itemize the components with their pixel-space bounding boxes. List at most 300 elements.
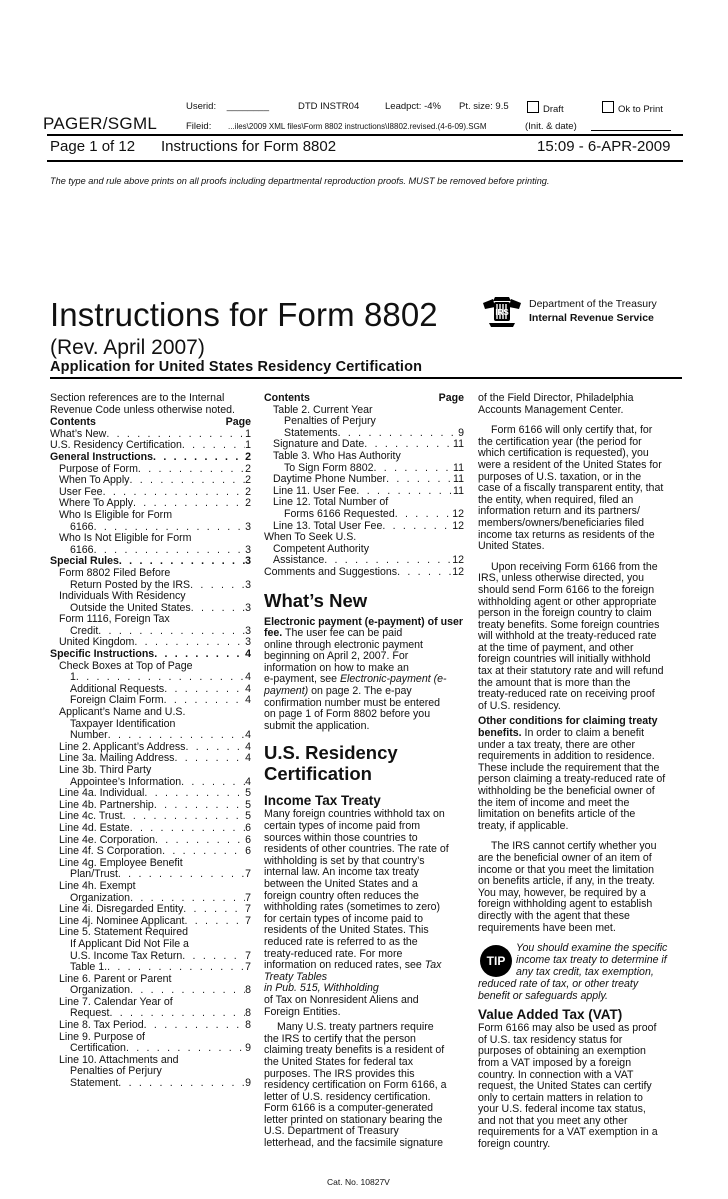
toc-entry-label: 1 (70, 671, 76, 684)
irs-eagle-logo-icon (481, 293, 523, 329)
income-line: Many foreign countries withhold tax on (264, 808, 445, 821)
toc-entry-label: Table 3. Who Has Authority (273, 449, 401, 462)
para-line: Form 6166 will only certify that, for (491, 424, 653, 437)
svg-text:IRS: IRS (495, 308, 509, 317)
toc-entry-page: 1 (245, 439, 251, 452)
epay-paragraph (264, 617, 464, 733)
epay-line: beginning on April 2, 2007. For (264, 650, 409, 663)
para-line: income tax returns as residents of the (478, 528, 655, 541)
income-line: foreign country often reduces the (264, 889, 419, 902)
toc-entry-page: 2 (245, 462, 251, 475)
toc-entry-label: Form 1116, Foreign Tax (59, 613, 170, 626)
toc-entry-page: 4 (245, 648, 251, 661)
page-heading: Page (225, 416, 251, 429)
toc-entry-label: Line 4d. Estate (59, 821, 130, 834)
toc-entry-label: Line 7. Calendar Year of (59, 995, 173, 1008)
toc-entry-label: Signature and Date (273, 438, 365, 451)
us-residency-heading-2: Certification (264, 763, 372, 785)
epay-line: information on how to make an (264, 661, 409, 674)
toc-entry-label: When To Seek U.S. (264, 531, 357, 544)
toc-entry-label: Form 8802 Filed Before (59, 566, 171, 579)
proof-doc-name: Instructions for Form 8802 (161, 138, 337, 155)
toc-entry-label: Line 4i. Disregarded Entity (59, 903, 184, 916)
toc-entry-page: 9 (245, 1042, 251, 1055)
us-residency-heading-1: U.S. Residency (264, 742, 398, 764)
page-subtitle: Application for United States Residency Certification (50, 359, 423, 375)
toc-entry[interactable] (264, 532, 464, 544)
income-line: sources within those countries to (264, 831, 418, 844)
para-line: purposes. The IRS provides this (264, 1067, 415, 1080)
toc-entry[interactable] (50, 510, 251, 522)
para-line: letter of U.S. residency certification. (264, 1090, 431, 1103)
income-tail: in Pub. 515, Withholding (264, 982, 379, 995)
vat-paragraph (478, 1023, 684, 1151)
toc-entry-page: 3 (245, 555, 251, 568)
para-line: tax at their statutory rate and will refund (478, 665, 664, 678)
para-line: limitation on benefits article of the (478, 808, 636, 821)
income-tail: Foreign Entities. (264, 1005, 341, 1018)
toc-entry-label: Purpose of Form (59, 462, 138, 475)
toc-entry-page: 7 (245, 961, 251, 974)
ok-to-print-option[interactable] (602, 101, 663, 116)
toc-entry-page: 3 (245, 624, 251, 637)
toc-entry-label: Individuals With Residency (59, 590, 186, 603)
toc-entry-label: Penalties of Perjury (284, 415, 376, 428)
para-line: person in the foreign country to claim (478, 607, 652, 620)
other-conditions-body (478, 740, 684, 833)
toc-entry-label: Line 4g. Employee Benefit (59, 856, 183, 869)
toc-entry-page: 7 (245, 891, 251, 904)
tip-label: TIP (486, 954, 506, 969)
toc-entry-label: Outside the United States (70, 601, 191, 614)
intro-line: Section references are to the Internal (50, 392, 225, 404)
toc-entry-label: Credit (70, 624, 99, 637)
toc-entry-page: 8 (245, 984, 251, 997)
toc-entry-label: Line 11. User Fee (273, 484, 357, 497)
para-line: your U.S. federal income tax status, (478, 1103, 646, 1116)
income-line: internal law. An income tax treaty (264, 866, 419, 879)
para-line: withholding be the beneficial owner of (478, 785, 655, 797)
income-tax-treaty-heading: Income Tax Treaty (264, 793, 381, 809)
toc-entry-label: 6166 (70, 543, 94, 556)
toc-entry-label: Organization (70, 984, 131, 997)
para-line: treaty benefits. Some foreign countries (478, 618, 660, 631)
toc-entry-label: Line 4h. Exempt (59, 879, 136, 892)
para-line: treaty-reduced rate on receiving proof (478, 688, 655, 701)
para-line: claiming treaty benefits is a resident of (264, 1044, 445, 1057)
toc-entry[interactable] (50, 452, 251, 464)
toc-leader-dots (153, 452, 245, 464)
epay-italic: Electronic-payment (e-payment) (264, 673, 447, 698)
para-line: request, the United States can certify (478, 1080, 652, 1093)
toc-entry-label: Statement (70, 1077, 119, 1090)
fileid-value: ...iles\2009 XML files\Form 8802 instructions\I8802.revised.(4-6-09).SGM (228, 122, 487, 131)
toc-entry-page: 3 (245, 543, 251, 556)
toc-leader-dots (118, 1078, 245, 1090)
toc-entry-label: When To Apply (59, 474, 130, 487)
toc-entry[interactable] (50, 823, 251, 835)
para-line: requirements for a VAT exemption in a (478, 1126, 658, 1139)
toc-entry-page: 4 (245, 740, 251, 753)
para-line: foreign withholding agent to establish (478, 898, 653, 911)
income-line: certain types of income paid from (264, 820, 421, 833)
toc-leader-dots (185, 742, 245, 754)
toc-header (264, 393, 464, 405)
toc-entry-page: 8 (245, 1019, 251, 1032)
toc-entry-label: To Sign Form 8802 (284, 461, 374, 474)
toc-entry-page: 12 (452, 507, 464, 520)
toc-entry-page: 4 (245, 752, 251, 765)
toc-entry[interactable] (264, 509, 464, 521)
toc-leader-dots (395, 509, 452, 521)
para-line: foreign country. (478, 1138, 551, 1151)
para-line: These include the requirement that the (478, 761, 660, 774)
userid-label: Userid: (186, 101, 217, 112)
treaty-partners-paragraph (264, 1022, 464, 1150)
para-line: of U.S. tax residency status for (478, 1033, 623, 1046)
toc-entry-page: 6 (245, 833, 251, 846)
para-line: of U.S. residency. (478, 699, 561, 712)
toc-entry-page: 4 (245, 671, 251, 684)
para-line: from a VAT imposed by a foreign (478, 1056, 632, 1069)
toc-entry-label: Applicant’s Name and U.S. (59, 706, 186, 719)
proof-timestamp: 15:09 - 6-APR-2009 (537, 138, 671, 155)
epay-bold: Electronic payment (e-payment) of user fee. (264, 615, 463, 640)
toc-entry[interactable] (50, 475, 251, 487)
userid-value: ________ (226, 101, 270, 112)
toc-leader-dots (191, 603, 245, 615)
contents-heading: Contents (264, 392, 310, 404)
income-line: residents of the United States. This (264, 924, 429, 937)
toc-entry[interactable] (50, 939, 251, 951)
toc-entry[interactable] (50, 661, 251, 673)
leadpct-label: Leadpct: -4% (385, 101, 441, 112)
toc-leader-dots (182, 440, 245, 452)
epay-line: e-payment, see (264, 673, 338, 686)
income-line (264, 960, 464, 983)
toc-entry-page: 9 (245, 1077, 251, 1090)
toc-entry-label: Line 2. Applicant’s Address (59, 740, 186, 753)
toc-entry[interactable] (50, 962, 251, 974)
toc-entry-page: 9 (458, 426, 464, 439)
toc-entry-label: What’s New (50, 427, 107, 440)
whats-new-heading: What’s New (264, 589, 368, 611)
para-line: at the time of payment, and other (478, 641, 634, 654)
toc-entry-page: 1 (245, 427, 251, 440)
toc-leader-dots (162, 846, 245, 858)
para-line: Upon receiving Form 6166 from the (491, 560, 658, 573)
fileid-label: Fileid: (186, 121, 212, 132)
toc-entry-page: 12 (452, 554, 464, 567)
title-rule (50, 377, 682, 379)
toc-entry-label: Plan/Trust (70, 868, 118, 881)
column-1 (50, 393, 251, 1090)
toc-leader-dots (182, 951, 245, 963)
draft-option[interactable] (527, 101, 564, 116)
toc-entry-page: 3 (245, 601, 251, 614)
toc-entry-page: 7 (245, 868, 251, 881)
toc-entry[interactable] (50, 904, 251, 916)
toc-entry-label: Who Is Eligible for Form (59, 508, 173, 521)
toc-entry-label: Special Rules (50, 555, 119, 568)
toc-entry-label: Check Boxes at Top of Page (59, 659, 193, 672)
toc-entry[interactable] (50, 591, 251, 603)
toc-entry-page: 2 (245, 474, 251, 487)
epay-line: The user fee can be paid (285, 627, 403, 640)
toc-entry[interactable] (50, 1020, 251, 1032)
income-line: treaty-reduced rate. For more (264, 947, 403, 960)
para-line: residency certification on Form 6166, a (264, 1079, 447, 1092)
toc-entry-label: Line 9. Purpose of (59, 1030, 145, 1043)
toc-entry-label: Specific Instructions (50, 648, 155, 661)
toc-leader-dots (397, 567, 452, 579)
toc-entry-label: United Kingdom (59, 636, 135, 649)
para-line: only to certain matters in relation to (478, 1091, 643, 1104)
toc-entry[interactable] (50, 533, 251, 545)
toc-entry-page: 11 (453, 461, 464, 474)
para-line: the item of income and meet the (478, 796, 630, 809)
toc-entry-page: 11 (453, 438, 464, 451)
para-line: U.S. Department of Treasury (264, 1125, 399, 1138)
field-director-paragraph (478, 393, 684, 416)
para-line: withholding agent or other appropriate (478, 595, 657, 608)
para-line: information return and its partners/ (478, 505, 640, 518)
toc-entry-page: 8 (245, 1007, 251, 1020)
toc-leader-dots (144, 1020, 245, 1032)
toc-entry-label: Line 12. Total Number of (273, 496, 389, 509)
toc-entry[interactable] (50, 707, 251, 719)
toc-entry-label: Table 2. Current Year (273, 403, 373, 416)
para-line: members/owners/beneficiaries filed (478, 516, 645, 529)
dept-irs: Internal Revenue Service (529, 312, 654, 324)
toc-leader-dots (154, 649, 245, 661)
toc-entry-page: 11 (453, 484, 464, 497)
other-conditions-paragraph (478, 716, 684, 832)
para-line: Many U.S. treaty partners require (277, 1021, 434, 1034)
para-line: case of a fiscally transparent entity, that (478, 482, 664, 495)
toc-leader-dots (181, 777, 245, 789)
para-line: treaty, if applicable. (478, 819, 569, 832)
column-2 (264, 393, 464, 1150)
receiving-form-paragraph (478, 562, 684, 713)
toc-leader-dots (129, 475, 245, 487)
toc-entry-page: 3 (245, 636, 251, 649)
toc-leader-dots (183, 904, 245, 916)
draft-label: Draft (543, 104, 564, 115)
toc-leader-dots (386, 474, 453, 486)
toc-entry-page: 12 (452, 565, 464, 578)
toc-entry-label: U.S. Residency Certification (50, 439, 182, 452)
toc-entry-label: Line 4f. S Corporation (59, 845, 163, 858)
toc-entry[interactable] (264, 474, 464, 486)
intro-line: Revenue Code unless otherwise noted. (50, 403, 235, 416)
toc-entry-page: 5 (245, 798, 251, 811)
toc-entry-label: Statements (284, 426, 338, 439)
para-line: The IRS cannot certify whether you (491, 840, 657, 853)
toc-entry-label: U.S. Income Tax Return (70, 949, 183, 962)
para-line: income or that you meet the limitation (478, 863, 655, 876)
toc-entry-page: 12 (452, 519, 464, 532)
init-date-label: (Init. & date) (525, 121, 577, 132)
toc-entry-label: Penalties of Perjury (70, 1065, 162, 1078)
toc-entry-page: 4 (245, 775, 251, 788)
toc-entry[interactable] (264, 451, 464, 463)
tip-text-3: any tax credit, tax exemption, (516, 966, 654, 979)
toc-leader-dots (130, 823, 245, 835)
tip-icon (480, 945, 512, 977)
cannot-certify-paragraph (478, 841, 684, 934)
ok-to-print-checkbox-icon[interactable] (602, 101, 614, 113)
epay-tail: confirmation number must be entered (264, 696, 441, 709)
toc-entry-label: Request (70, 1007, 110, 1020)
toc-entry-label: Line 4b. Partnership (59, 798, 154, 811)
toc-entry-label: 6166 (70, 520, 94, 533)
toc-entry-label: Table 1. (70, 961, 108, 974)
toc-entry-page: 3 (245, 578, 251, 591)
tip-text-2: income tax treaty to determine if (516, 954, 667, 967)
para-line: the entity, when required, filed an (478, 493, 634, 506)
toc-entry-label: Where To Apply (59, 497, 133, 510)
toc-entry-label: If Applicant Did Not File a (70, 937, 189, 950)
contents-heading: Contents (50, 416, 96, 429)
para-line: the United States for federal tax (264, 1055, 413, 1068)
ok-to-print-label: Ok to Print (618, 104, 663, 115)
intro-text (50, 393, 251, 416)
epay-line: online through electronic payment (264, 638, 424, 651)
table-of-contents (50, 429, 251, 1090)
toc-entry-page: 2 (245, 450, 251, 463)
toc-entry[interactable] (50, 568, 251, 580)
toc-leader-dots (138, 464, 245, 476)
para-line: were a resident of the United States for (478, 458, 662, 471)
toc-entry-page: 4 (245, 729, 251, 742)
column-3 (478, 393, 684, 1151)
catalog-number: Cat. No. 10827V (327, 1177, 390, 1187)
proof-note: The type and rule above prints on all proofs including departmental reproduction proofs. MUST be removed before printing. (50, 176, 550, 186)
toc-leader-dots (174, 753, 245, 765)
income-text: information on reduced rates, see (264, 959, 422, 972)
para-line: the amount that is more than the (478, 676, 631, 689)
toc-entry-label: Line 3b. Third Party (59, 764, 152, 776)
income-line: reduced rate is referred to as the (264, 935, 418, 948)
toc-entry-page: 5 (245, 787, 251, 800)
proof-header-line1 (186, 101, 686, 113)
toc-entry-label: Number (70, 729, 108, 742)
para-line: country. In connection with a VAT (478, 1068, 634, 1081)
toc-leader-dots (144, 788, 245, 800)
vat-heading: Value Added Tax (VAT) (478, 1007, 623, 1023)
toc-entry-page: 2 (245, 497, 251, 510)
toc-entry[interactable] (50, 765, 251, 777)
toc-entry[interactable] (50, 1078, 251, 1090)
income-line: between the United States and a (264, 878, 418, 890)
toc-leader-dots (190, 580, 245, 592)
toc-entry[interactable] (50, 881, 251, 893)
para-line: purposes of obtaining an exemption (478, 1045, 646, 1058)
para-line: letterhead, and the facsimile signature (264, 1137, 444, 1150)
toc-entry-label: Line 5. Statement Required (59, 926, 188, 939)
toc-entry-page: 5 (245, 810, 251, 823)
toc-entry-label: General Instructions (50, 450, 154, 463)
toc-entry-label: Line 4j. Nominee Applicant (59, 914, 185, 927)
para-line: requirements have been met. (478, 921, 616, 934)
toc-entry-label: Competent Authority (273, 542, 369, 555)
income-paragraph (264, 809, 464, 1018)
form-6166-certifies-paragraph (478, 425, 684, 553)
toc-entry-label: Line 10. Attachments and (59, 1053, 179, 1066)
toc-entry-label: Organization (70, 891, 131, 904)
draft-checkbox-icon[interactable] (527, 101, 539, 113)
para-line: requirements in addition to residence. (478, 750, 655, 763)
para-line: Form 6166 is a computer-generated (264, 1102, 433, 1115)
para-line: foreign countries will initially withhold (478, 653, 651, 666)
toc-leader-dots (164, 684, 245, 696)
income-line: for certain types of income paid to (264, 912, 423, 925)
income-tail: of Tax on Nonresident Aliens and (264, 993, 419, 1006)
page-of-label: Page 1 of 12 (50, 138, 136, 155)
toc-entry-label: Taxpayer Identification (70, 717, 176, 730)
para-line: under a tax treaty, there are other (478, 738, 636, 751)
toc-entry-label: Line 4c. Trust (59, 810, 123, 823)
revision-date: (Rev. April 2007) (50, 336, 205, 359)
toc-entry-page: 4 (245, 682, 251, 695)
toc-entry-page: 3 (245, 520, 251, 533)
para-line: person claiming a treaty-reduced rate of (478, 773, 666, 786)
para-line: the IRS to certify that the person (264, 1032, 416, 1045)
init-date-line (591, 130, 671, 131)
toc-entry-label: Line 6. Parent or Parent (59, 972, 172, 985)
toc-entry-label: Appointee’s Information (70, 775, 182, 788)
toc-entry-label: User Fee (59, 485, 103, 498)
tip-text-1: You should examine the specific (516, 942, 668, 955)
para-line: and not that you meet any other (478, 1114, 628, 1127)
toc-entry[interactable] (264, 567, 464, 579)
income-line: residents of other countries. The rate of (264, 843, 449, 856)
income-line: withholding rates (sometimes to zero) (264, 901, 441, 914)
para-line: of the Field Director, Philadelphia (478, 392, 634, 404)
toc-entry-label: Line 13. Total User Fee (273, 519, 383, 532)
toc-entry-page: 6 (245, 845, 251, 858)
toc-leader-dots (382, 521, 452, 533)
para-line: You may, however, be required by a (478, 886, 646, 899)
page-heading: Page (438, 392, 464, 404)
toc-entry-label: Return Posted by the IRS (70, 578, 191, 591)
epay-tail: submit the application. (264, 719, 370, 732)
toc-entry[interactable] (50, 846, 251, 858)
toc-leader-dots (118, 869, 245, 881)
toc-entry-label: Foreign Claim Form (70, 694, 164, 707)
epay-tail: on page 1 of Form 8802 before you (264, 708, 431, 721)
toc-entry-label: Comments and Suggestions (264, 565, 398, 578)
para-line: directly with the agent that these (478, 909, 630, 922)
toc-entry[interactable] (50, 649, 251, 661)
toc-entry-page: 2 (245, 485, 251, 498)
para-line: United States. (478, 540, 545, 553)
toc-entry-page: 4 (245, 694, 251, 707)
table-of-contents-continued (264, 405, 464, 579)
toc-entry-label: Line 3a. Mailing Address (59, 752, 175, 765)
para-line: which certification is requested), you (478, 447, 649, 460)
para-line: will withhold at the treaty-reduced rate (478, 630, 657, 643)
para-line: should send Form 6166 to the foreign (478, 583, 655, 596)
income-line: withholding is set by that country’s (264, 854, 425, 867)
para-line: on benefits article, if any, in the treaty. (478, 875, 655, 888)
toc-entry-label: Line 4a. Individual (59, 787, 145, 800)
toc-entry-label: Assistance (273, 554, 325, 567)
benefits-bold: benefits. (478, 727, 522, 740)
toc-leader-dots (154, 800, 245, 812)
toc-entry-page: 7 (245, 914, 251, 927)
